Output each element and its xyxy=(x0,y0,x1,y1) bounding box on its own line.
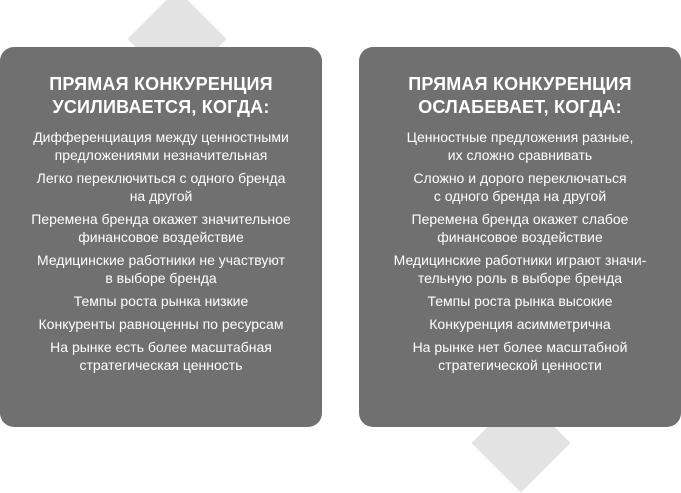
panel-title-line1: ПРЯМАЯ КОНКУРЕНЦИЯ xyxy=(49,74,273,94)
list-item-line1: Перемена бренда окажет значительное xyxy=(31,211,291,227)
list-item-line2: предложениями незначительная xyxy=(54,147,268,163)
list-item xyxy=(10,338,312,374)
list-item-line2: стратегическая ценность xyxy=(79,357,243,373)
list-item-line2: в выборе бренда xyxy=(105,270,217,286)
list-item-line1: Легко переключиться с одного бренда xyxy=(36,170,286,186)
list-item xyxy=(369,315,671,333)
panel-title-line1: ПРЯМАЯ КОНКУРЕНЦИЯ xyxy=(408,74,632,94)
list-item xyxy=(369,210,671,246)
list-item-line1: Конкуренция асимметрична xyxy=(429,316,611,332)
list-item-line1: Конкуренты равноценны по ресурсам xyxy=(38,316,284,332)
list-item xyxy=(10,251,312,287)
list-item-line1: Медицинские работники не участвуют xyxy=(37,252,285,268)
list-item-line2: тельную роль в выборе бренда xyxy=(417,270,623,286)
panel-title-line2: УСИЛИВАЕТСЯ, КОГДА: xyxy=(52,97,270,117)
list-item xyxy=(369,338,671,374)
list-item xyxy=(369,251,671,287)
list-item-line1: Темпы роста рынка низкие xyxy=(73,293,249,309)
list-item-line2: с одного бренда на другой xyxy=(433,188,607,204)
list-item xyxy=(10,315,312,333)
list-item-line2: их сложно сравнивать xyxy=(447,147,593,163)
list-item-line1: Темпы роста рынка высокие xyxy=(427,293,613,309)
list-item xyxy=(369,128,671,164)
list-item-line2: финансовое воздействие xyxy=(437,229,603,245)
condition-list xyxy=(0,128,322,374)
list-item-line2: финансовое воздействие xyxy=(78,229,244,245)
competition-increases-panel xyxy=(0,47,322,427)
list-item xyxy=(10,169,312,205)
list-item-line1: Медицинские работники играют значи- xyxy=(393,252,647,268)
list-item-line1: На рынке нет более масштабной xyxy=(412,339,628,355)
panel-title-line2: ОСЛАБЕВАЕТ, КОГДА: xyxy=(418,97,622,117)
list-item-line2: стратегической ценности xyxy=(438,357,602,373)
list-item xyxy=(369,292,671,310)
competition-decreases-panel xyxy=(359,47,681,427)
list-item xyxy=(10,210,312,246)
list-item-line1: Перемена бренда окажет слабое xyxy=(411,211,629,227)
panel-title xyxy=(359,73,681,119)
list-item-line1: На рынке есть более масштабная xyxy=(50,339,272,355)
list-item xyxy=(10,128,312,164)
list-item-line2: на другой xyxy=(129,188,193,204)
list-item-line1: Сложно и дорого переключаться xyxy=(413,170,627,186)
list-item-line1: Дифференциация между ценностными xyxy=(33,129,289,145)
condition-list xyxy=(359,128,681,374)
list-item xyxy=(369,169,671,205)
list-item-line1: Ценностные предложения разные, xyxy=(406,129,634,145)
list-item xyxy=(10,292,312,310)
panel-title xyxy=(0,73,322,119)
